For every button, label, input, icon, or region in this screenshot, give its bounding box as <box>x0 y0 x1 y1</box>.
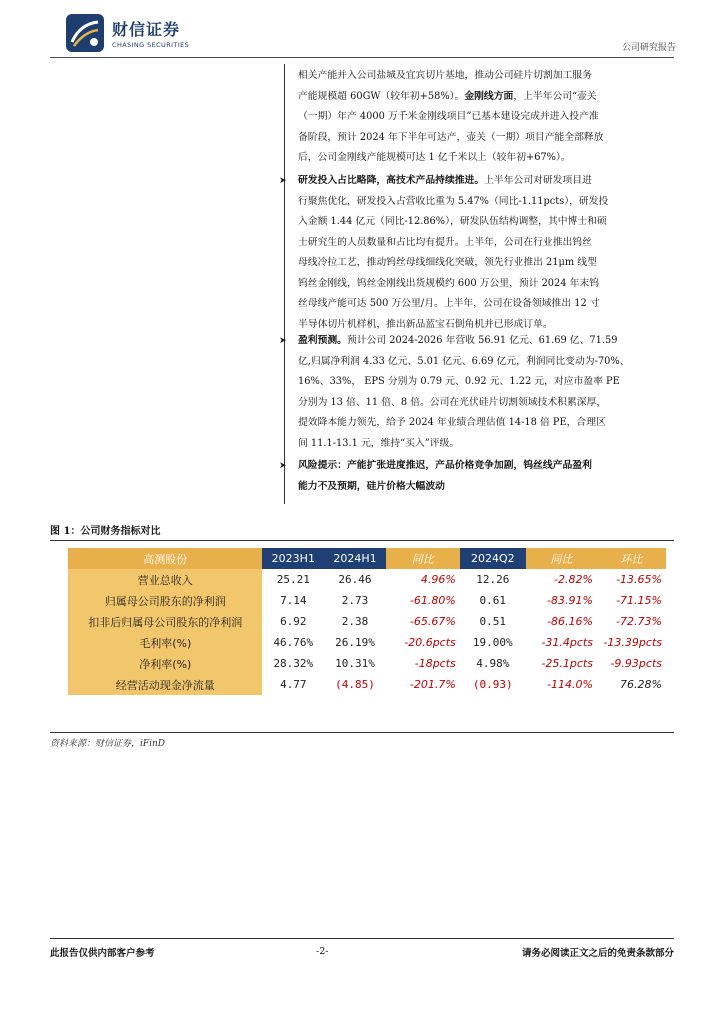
table-cell-v2: (4.85) <box>324 674 386 695</box>
table-cell-q2yoy: -25.1pcts <box>541 657 593 670</box>
table-cell-name: 营业总收入 <box>68 569 262 590</box>
table-cell-qoq: -13.39pcts <box>603 636 662 649</box>
text-line: 风险提示：产能扩张进度推迟，产品价格竞争加剧，钨丝线产品盈利 <box>298 460 592 471</box>
table-cell-q2: 12.26 <box>460 569 526 590</box>
logo-en-text: CHASING SECURITIES <box>112 41 190 49</box>
table-cell-q2: (0.93) <box>460 674 526 695</box>
table-header: 同比 <box>386 548 460 569</box>
table-header: 高测股份 <box>68 548 262 569</box>
source-divider <box>50 732 674 733</box>
page-number: -2- <box>316 946 329 957</box>
table-header: 环比 <box>597 548 666 569</box>
table-cell-q2yoy: -2.82% <box>554 573 593 586</box>
bullet-arrow-icon: ➤ <box>279 176 287 186</box>
table-cell-v2: 10.31% <box>324 653 386 674</box>
text-line: 能力不及预期，硅片价格大幅波动 <box>298 480 445 492</box>
text-line: 16%、33%， EPS 分别为 0.79 元、0.92 元、1.22 元，对应市盈率 PE <box>298 376 620 387</box>
table-cell-yoy: 4.96% <box>420 573 456 586</box>
table-header: 2024H1 <box>324 548 386 569</box>
table-cell-v2: 26.46 <box>324 569 386 590</box>
page-header <box>0 0 724 64</box>
text-line: 行聚焦优化，研发投入占营收比重为 5.47%（同比-1.11pcts），研发投 <box>298 195 609 207</box>
table-header: 2023H1 <box>262 548 324 569</box>
footer-divider <box>50 938 674 939</box>
financial-table <box>68 548 666 695</box>
table-header: 2024Q2 <box>460 548 526 569</box>
table-cell-yoy: -20.6pcts <box>404 636 456 649</box>
company-logo <box>66 14 189 52</box>
table-header: 同比 <box>526 548 597 569</box>
bold-lead: 风险提示： <box>298 460 347 471</box>
table-cell-q2yoy: -83.91% <box>547 594 593 607</box>
text-line: 分别为 13 倍、11 倍、8 倍。公司在光伏硅片切割领域技术积累深厚， <box>298 396 607 408</box>
text-line: 盈利预测。预计公司 2024-2026 年营收 56.91 亿元、61.69 亿、71.59 <box>298 335 618 346</box>
table-cell-yoy: -18pcts <box>414 657 456 670</box>
figure-title: 图 1：公司财务指标对比 <box>50 526 161 537</box>
table-cell-q2yoy: -86.16% <box>547 615 593 628</box>
text-line: 半导体切片机样机，推出新品蓝宝石倒角机并已形成订单。 <box>298 318 553 330</box>
table-header-row <box>68 548 666 569</box>
text-line: 母线冷拉工艺，推动钨丝母线细线化突破，领先行业推出 21μm 线型 <box>298 257 597 268</box>
table-cell-yoy: -61.80% <box>409 594 456 607</box>
table-cell-qoq: -72.73% <box>616 615 662 628</box>
table-cell-name: 毛利率(%) <box>68 632 262 653</box>
text-line: 后，公司金刚线产能规模可达 1 亿千米以上（较年初+67%）。 <box>298 152 571 163</box>
text-line: 相关产能并入公司盐城及宜宾切片基地，推动公司硅片切割加工服务 <box>298 70 592 81</box>
table-cell-v2: 2.73 <box>324 590 386 611</box>
figure-divider <box>50 540 674 541</box>
paragraph-capacity <box>298 66 666 169</box>
table-cell-qoq: 76.28% <box>620 678 662 691</box>
footer-notice: 请务必阅读正文之后的免责条款部分 <box>521 948 674 959</box>
text-line: 产能规模超 60GW（较年初+58%）。金刚线方面，上半年公司“壶关 <box>298 90 597 102</box>
left-column-divider <box>284 64 285 504</box>
report-type-label: 公司研究报告 <box>621 43 676 53</box>
table-cell-v2: 2.38 <box>324 611 386 632</box>
table-cell-v2: 26.19% <box>324 632 386 653</box>
table-cell-yoy: -65.67% <box>409 615 456 628</box>
table-cell-q2: 0.61 <box>460 590 526 611</box>
text-line: 间 11.1-13.1 元，维持“买入”评级。 <box>298 437 460 449</box>
table-cell-name: 净利率(%) <box>68 653 262 674</box>
table-cell-q2yoy: -31.4pcts <box>541 636 593 649</box>
text-line: 亿,归属净利润 4.33 亿元、5.01 亿元、6.69 亿元，利润同比变动为-70%、 <box>298 355 630 367</box>
inline-bold: 金刚线方面 <box>464 90 514 102</box>
logo-cn-text: 财信证券 <box>112 20 181 39</box>
paragraph-risk <box>298 456 666 497</box>
header-divider <box>50 57 674 58</box>
table-cell-v1: 46.76% <box>262 632 324 653</box>
text-line: （一期）年产 4000 万千米金刚线项目”已基本建设完成并进入投产准 <box>298 111 599 122</box>
text-line: 提效降本能力领先，给予 2024 年业绩合理估值 14-18 倍 PE，合理区 <box>298 417 606 428</box>
text-line: 丝母线产能可达 500 万公里/月。上半年，公司在设备领域推出 12 寸 <box>298 298 600 309</box>
table-row <box>68 590 666 611</box>
bullet-arrow-icon: ➤ <box>279 461 287 471</box>
table-cell-name: 扣非后归属母公司股东的净利润 <box>68 611 262 632</box>
table-row <box>68 674 666 695</box>
table-cell-qoq: -13.65% <box>616 573 662 586</box>
text-line: 士研究生的人员数量和占比均有提升。上半年，公司在行业推出钨丝 <box>298 236 592 248</box>
table-cell-q2: 19.00% <box>460 632 526 653</box>
table-cell-v1: 6.92 <box>262 611 324 632</box>
table-cell-v1: 7.14 <box>262 590 324 611</box>
paragraph-rnd <box>298 171 666 335</box>
paragraph-forecast <box>298 331 666 454</box>
text-line: 入金额 1.44 亿元（同比-12.86%），研发队伍结构调整，其中博士和硕 <box>298 216 607 227</box>
table-cell-name: 经营活动现金净流量 <box>68 674 262 695</box>
table-row <box>68 569 666 590</box>
table-cell-qoq: -9.93pcts <box>610 657 662 670</box>
logo-icon <box>66 14 104 52</box>
table-cell-q2: 0.51 <box>460 611 526 632</box>
table-cell-v1: 25.21 <box>262 569 324 590</box>
table-cell-q2yoy: -114.0% <box>547 678 593 691</box>
table-cell-v1: 4.77 <box>262 674 324 695</box>
text-line: 钨丝金刚线，钨丝金刚线出货规模约 600 万公里，预计 2024 年末钨 <box>298 277 600 289</box>
bullet-arrow-icon: ➤ <box>279 336 287 346</box>
source-note: 资料来源：财信证券，iFinD <box>50 739 166 749</box>
table-cell-name: 归属母公司股东的净利润 <box>68 590 262 611</box>
footer-disclaimer: 此报告仅供内部客户参考 <box>50 948 155 959</box>
text-line: 备阶段，预计 2024 年下半年可达产，壶关（一期）项目产能全部释放 <box>298 131 604 143</box>
table-cell-q2: 4.98% <box>460 653 526 674</box>
bold-lead: 盈利预测。 <box>298 335 347 346</box>
table-cell-yoy: -201.7% <box>409 678 456 691</box>
table-row <box>68 632 666 653</box>
table-row <box>68 611 666 632</box>
table-row <box>68 653 666 674</box>
bold-lead: 研发投入占比略降，高技术产品持续推进。 <box>298 175 485 186</box>
table-cell-qoq: -71.15% <box>616 594 662 607</box>
table-cell-v1: 28.32% <box>262 653 324 674</box>
text-line: 研发投入占比略降，高技术产品持续推进。上半年公司对研发项目进 <box>298 175 592 186</box>
